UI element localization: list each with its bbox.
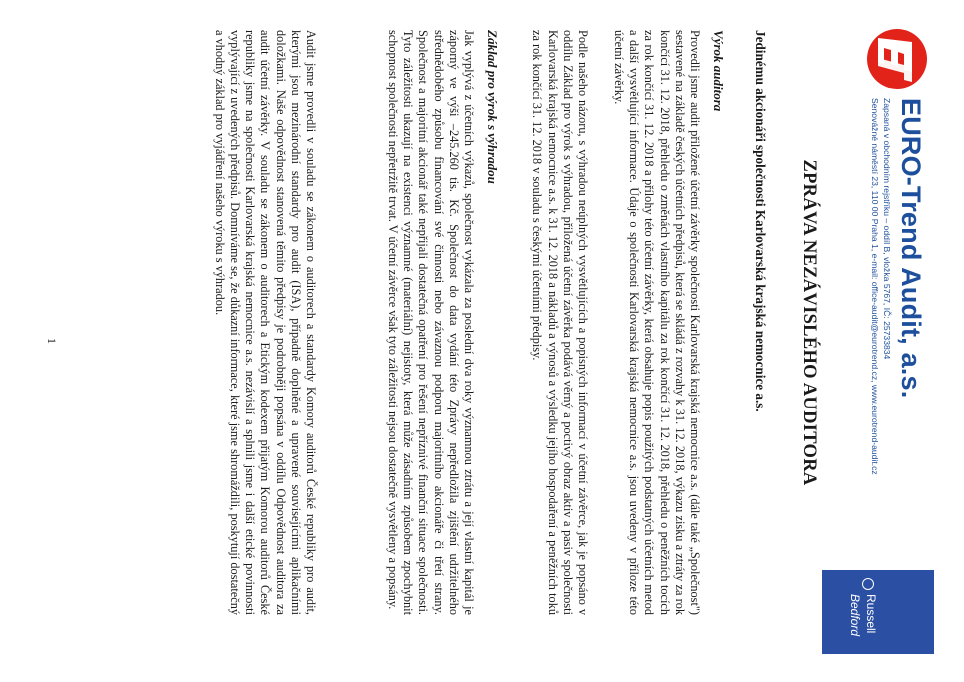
letterhead	[858, 28, 928, 488]
euro-trend-logo-icon	[866, 28, 928, 90]
basis-heading: Základ pro výrok s výhradou	[485, 30, 500, 184]
basis-paragraph-2: Audit jsme provedli v souladu se zákonem o auditorech a standardy Komory auditorů České republiky pro audit, kterými jsou mezinárodní standardy pro audit (ISA), případně doplněné a upravené souvisejícími aplikačními doložkami. Naše odpovědnost stanovená těmito předpisy je podrobněji popsána v oddílu Odpovědnost auditora za audit účetní závěrky. V souladu se zákonem o auditorech a Etickým kodexem přijatým Komorou auditorů České republiky jsme na společnosti Karlovarská krajská nemocnice a.s. nezávislí a splnili jsme i další etické povinnosti vyplývající z uvedených předpisů. Domníváme se, že důkazní informace, které jsme shromáždili, poskytují dostatečný a vhodný základ pro vyjádření našeho výroku s výhradou.	[212, 30, 318, 615]
network-name-line2: Bedford	[848, 594, 862, 637]
globe-icon	[862, 578, 874, 590]
opinion-paragraph-1: Provedli jsme audit přiložené účetní závěrky společnosti Karlovarská krajská nemocnice a.s. (dále také „Společnost") sestavené na základě českých účetních předpisů, která se skládá z rozvahy k 31. 12. 2018, výkazu zisku a ztráty za rok končící 31. 12. 2018, přehledu o změnách vlastního kapitálu za rok končící 31. 12. 2018, přehledu o peněžních tocích za rok končící 31. 12. 2018 a přílohy této účetní závěrky, která obsahuje popis použitých podstatných účetních metod a další vysvětlující informace. Údaje o společnosti Karlovarská krajská nemocnice a.s. jsou uvedeny v příloze této účetní závěrky.	[611, 30, 702, 615]
page-number: 1	[45, 338, 59, 344]
basis-paragraph-1: Jak vyplývá z účetních výkazů, společnost vykázala za poslední dva roky významnou ztrátu a její vlastní kapitál je záporný ve výši –245.260 tis. Kč. Společnost do data vydání této Zprávy nepředložila zjištění udržitelného střednědobého způsobu financování své činnosti nebo závaznou podporu majoritního akcionáře či třetí strany. Společnost a majoritní akcionář také nepřijali dostatečná opatření pro řešení nepříznivé finanční situace společnosti. Tyto záležitosti ukazují na existenci významné (materiální) nejistoty, která může zásadním způsobem zpochybnit schopnost společnosti nepřetržitě trvat. V účetní závěrce však tyto záležitosti nejsou dostatečně vysvětleny a popsány.	[385, 30, 476, 615]
contact-line: Senovážné náměstí 23, 110 00 Praha 1, e-mail: office-audit@eurotrend.cz, www.eurotrend-audit.cz	[870, 98, 880, 475]
network-name-line1: Russell	[864, 594, 878, 634]
brand-name: EURO-Trend Audit, a.s.	[896, 98, 926, 399]
registration-line: Zapsaná v obchodním rejstříku – oddíl B, vložka 5767, IČ: 25733834	[882, 98, 892, 360]
russell-bedford-logo	[822, 570, 934, 654]
opinion-heading: Výrok auditora	[711, 30, 726, 112]
report-title: ZPRÁVA NEZÁVISLÉHO AUDITORA	[799, 159, 819, 486]
addressee: Jedinému akcionáři společnosti Karlovarská krajská nemocnice a.s.	[753, 30, 768, 412]
opinion-paragraph-2: Podle našeho názoru, s výhradou neúplných vysvětlujících a popisných informací v účetní závěrce, jak je popsáno v oddílu Základ pro výrok s výhradou, přiložená účetní závěrka podává věrný a poctivý obraz aktiv a pasiv společnosti Karlovarská krajská nemocnice a.s. k 31. 12. 2018 a nákladů a výnosů a výsledku jejího hospodaření a peněžních toků za rok končící 31. 12. 2018 v souladu s českými účetními předpisy.	[530, 30, 590, 615]
